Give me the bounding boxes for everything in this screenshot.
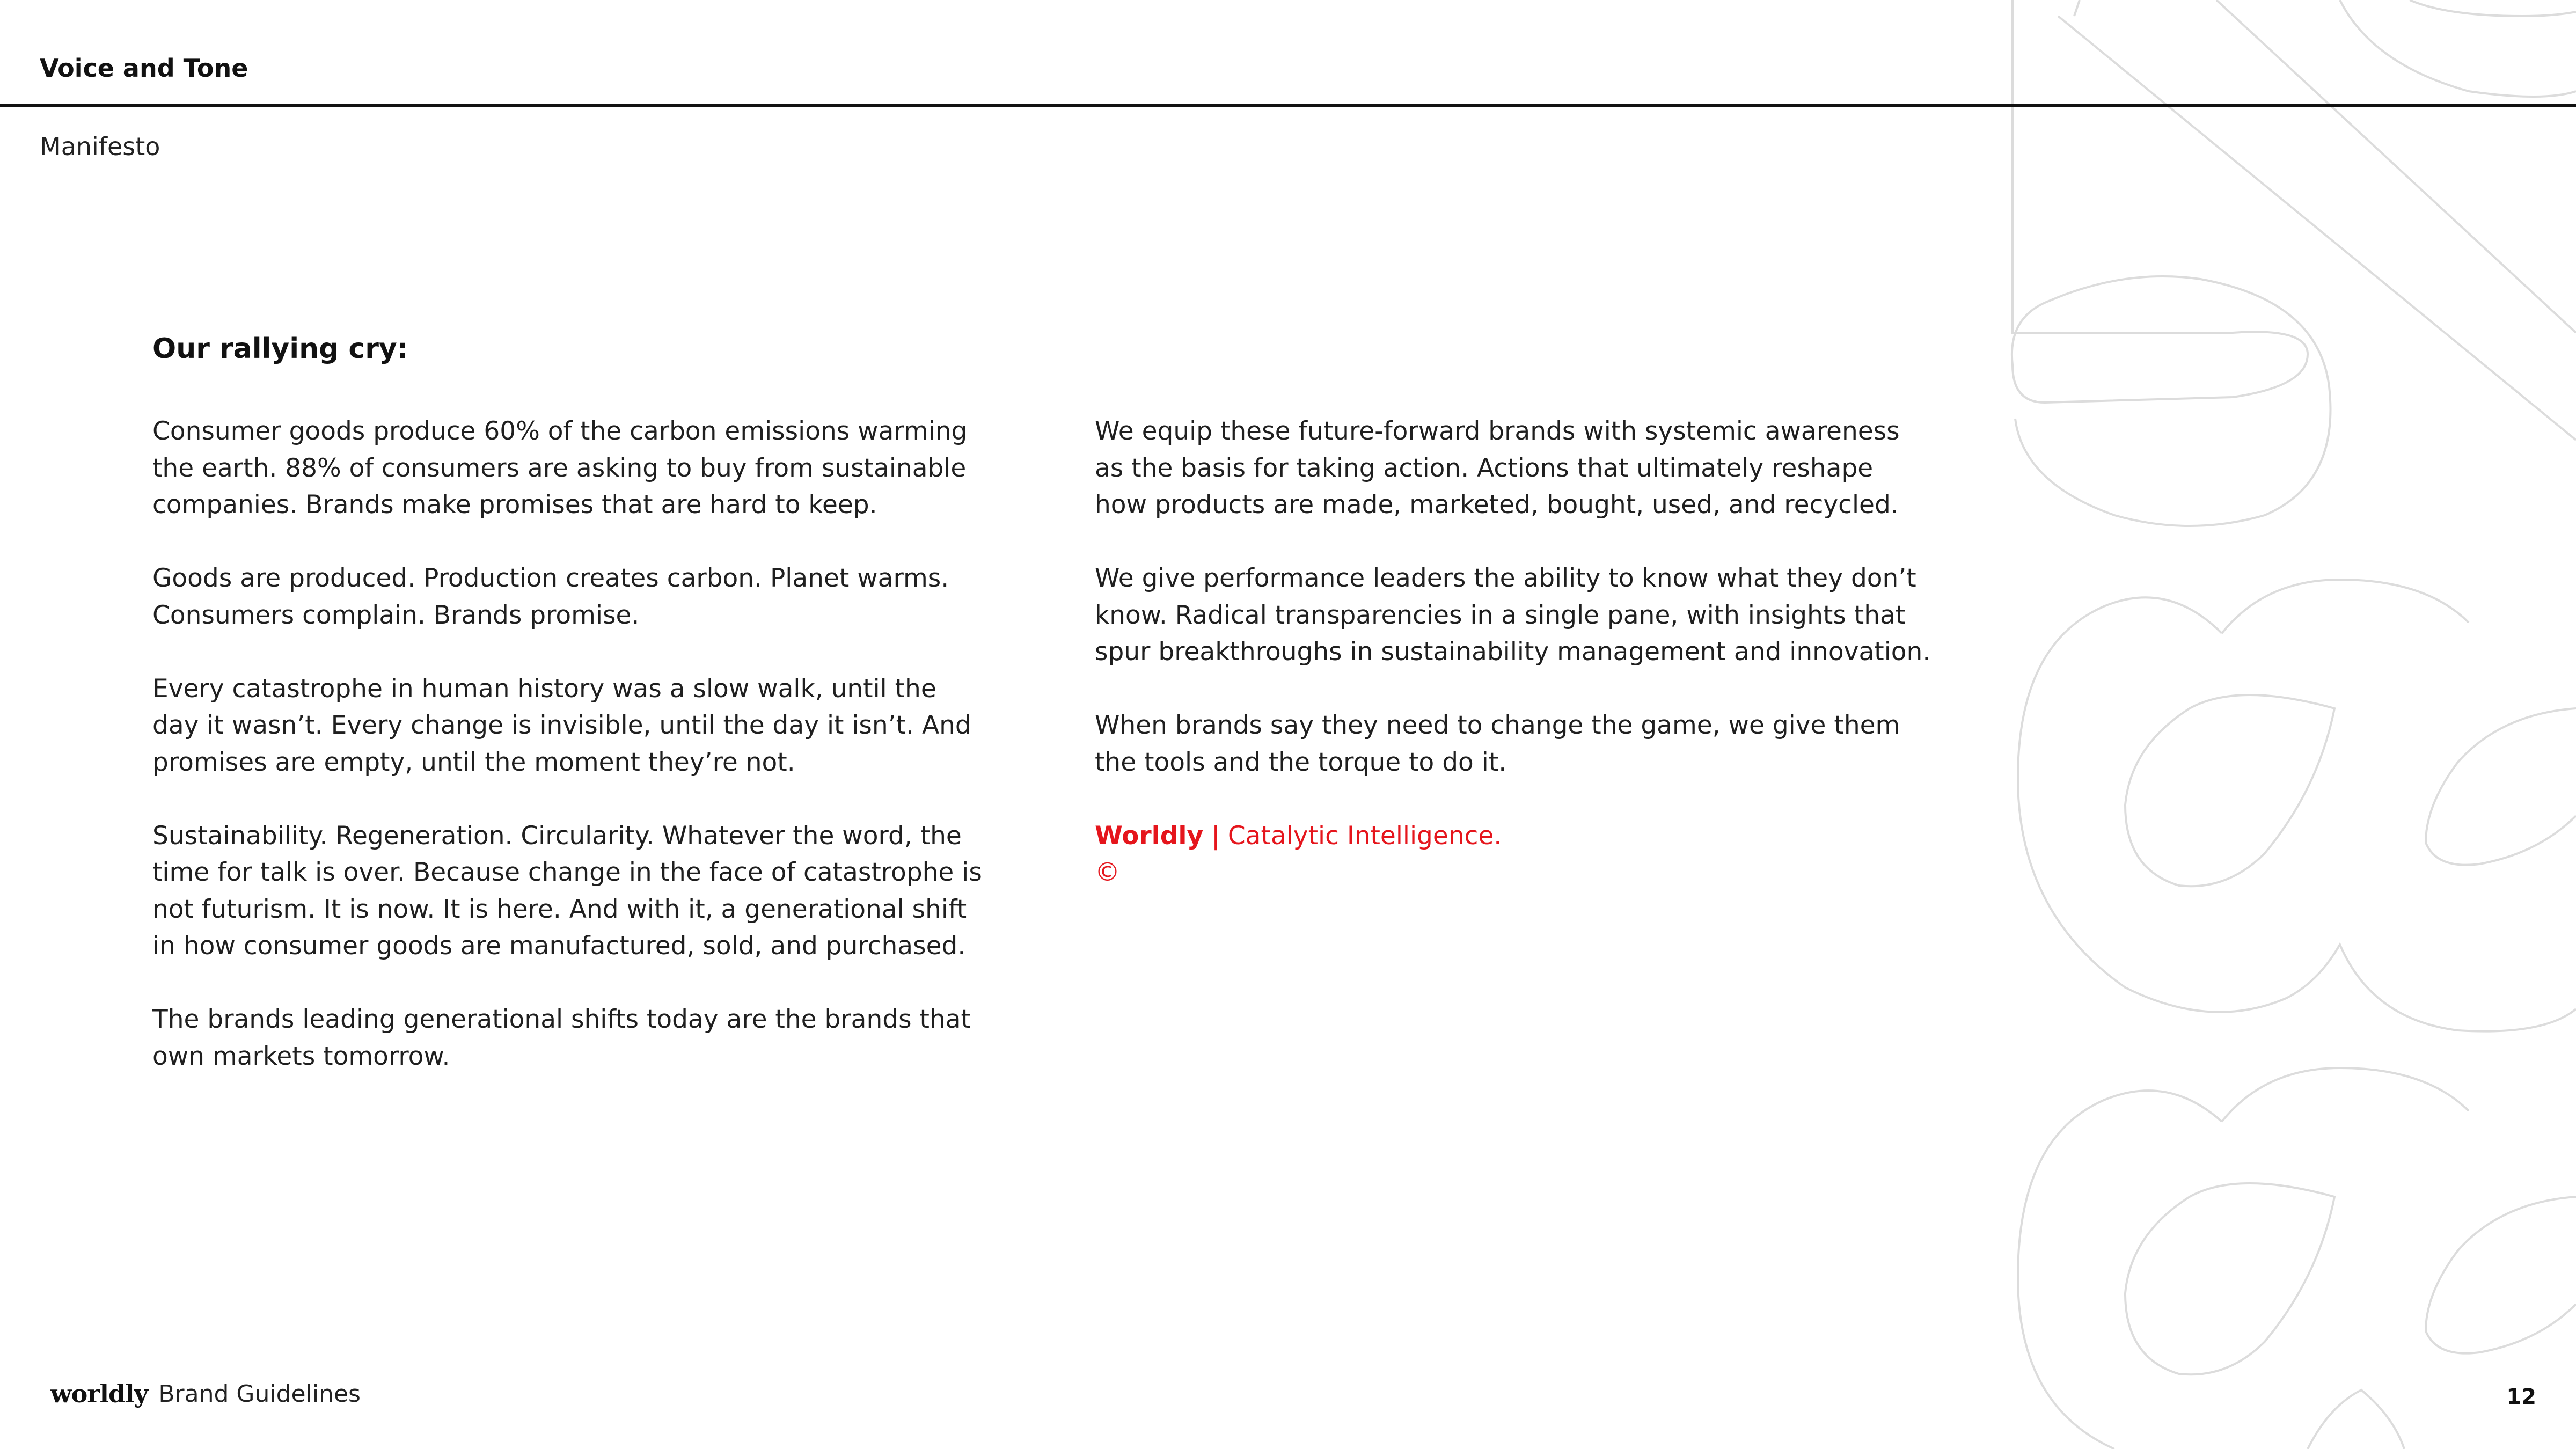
manifesto-paragraph: When brands say they need to change the game, we give them the tools and the torque to do it. bbox=[1095, 711, 1900, 777]
copyright-symbol: © bbox=[1095, 858, 1120, 887]
manifesto-left-column bbox=[152, 413, 990, 1112]
manifesto-right-column bbox=[1095, 413, 1932, 891]
footer bbox=[50, 1379, 361, 1408]
manifesto-paragraph: Sustainability. Regeneration. Circularity. Whatever the word, the time for talk is over. Because change in the face of catastrophe is not futurism. It is now. It is here. And with it, a generational shift in how consumer goods are manufactured, sold, and purchased. bbox=[152, 821, 982, 961]
manifesto-paragraph: Every catastrophe in human history was a slow walk, until the day it wasn’t. Every change is invisible, until the day it isn’t. And promises are empty, until the moment they’re not. bbox=[152, 674, 971, 777]
brand-signature bbox=[1095, 818, 1932, 891]
footer-label: Brand Guidelines bbox=[158, 1380, 361, 1408]
manifesto-paragraph: We equip these future-forward brands with systemic awareness as the basis for taking action. Actions that ultimately reshape how products are made, marketed, bought, used, and recycled. bbox=[1095, 416, 1900, 519]
manifesto-paragraph: The brands leading generational shifts today are the brands that own markets tomorrow. bbox=[152, 1005, 971, 1071]
decorative-numeral-watermark bbox=[1986, 0, 2576, 1449]
header-title: Voice and Tone bbox=[40, 54, 248, 83]
manifesto-paragraph: We give performance leaders the ability to know what they don’t know. Radical transparencies in a single pane, with insights that spur breakthroughs in sustainability management and innovation. bbox=[1095, 564, 1931, 667]
manifesto-paragraph: Consumer goods produce 60% of the carbon emissions warming the earth. 88% of consumers are asking to buy from sustainable companies. Brands make promises that are hard to keep. bbox=[152, 416, 968, 519]
signature-tagline: | Catalytic Intelligence. bbox=[1203, 821, 1502, 851]
worldly-logo: worldly bbox=[50, 1379, 148, 1408]
manifesto-paragraph: Goods are produced. Production creates carbon. Planet warms. Consumers complain. Brands promise. bbox=[152, 564, 949, 630]
section-label: Manifesto bbox=[40, 132, 160, 161]
signature-brand-name: Worldly bbox=[1095, 821, 1204, 851]
page-number: 12 bbox=[2506, 1385, 2536, 1409]
header-divider bbox=[0, 104, 2576, 107]
rallying-cry-heading: Our rallying cry: bbox=[152, 333, 408, 365]
